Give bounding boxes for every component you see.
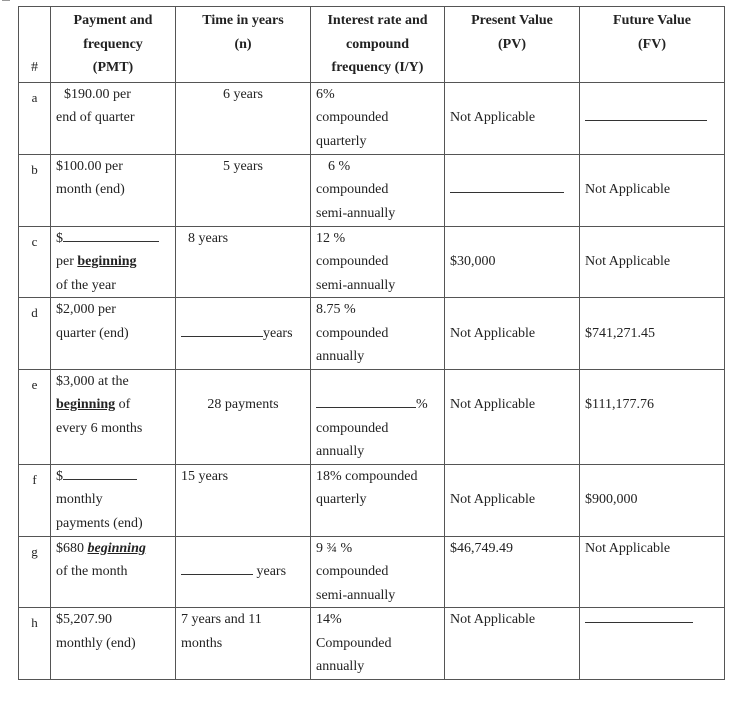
pv-value: Not Applicable bbox=[450, 325, 536, 341]
header-pv bbox=[445, 7, 580, 83]
fv-cell bbox=[580, 608, 725, 680]
pmt-beginning: beginning bbox=[56, 397, 116, 412]
table-row-f bbox=[19, 464, 725, 536]
n-line: 7 years and 11 bbox=[181, 612, 262, 627]
table-row-g bbox=[19, 536, 725, 608]
pmt-prefix: $ bbox=[56, 468, 63, 484]
n-cell bbox=[176, 154, 311, 226]
fv-value: Not Applicable bbox=[585, 540, 671, 556]
pmt-line: payments (end) bbox=[56, 515, 143, 531]
iy-line: compounded bbox=[316, 110, 389, 125]
row-id: c bbox=[19, 226, 51, 298]
pmt-beginning: beginning bbox=[77, 254, 137, 269]
pv-cell bbox=[445, 608, 580, 680]
n-line bbox=[181, 322, 305, 346]
table-row-d bbox=[19, 298, 725, 370]
iy-line bbox=[316, 393, 439, 417]
pmt-blank bbox=[63, 465, 137, 480]
pmt-cell bbox=[51, 154, 176, 226]
row-id: d bbox=[19, 298, 51, 370]
header-fv-line1: Future Value bbox=[613, 13, 691, 28]
fv-cell bbox=[580, 369, 725, 464]
fv-cell bbox=[580, 154, 725, 226]
fv-value: $111,177.76 bbox=[585, 397, 654, 412]
table-row-a bbox=[19, 82, 725, 154]
n-cell bbox=[176, 369, 311, 464]
pmt-of: of bbox=[115, 397, 131, 412]
n-cell bbox=[176, 536, 311, 608]
row-id: b bbox=[19, 154, 51, 226]
n-cell bbox=[176, 298, 311, 370]
header-fv bbox=[580, 7, 725, 83]
pv-value: $46,749.49 bbox=[450, 540, 513, 556]
header-iy bbox=[311, 7, 445, 83]
iy-line: compounded bbox=[316, 325, 389, 341]
iy-suffix: % bbox=[416, 397, 428, 412]
n-value: 6 years bbox=[222, 86, 264, 102]
pv-value: Not Applicable bbox=[450, 612, 536, 627]
iy-line: semi-annually bbox=[316, 587, 396, 603]
pmt-line: $190.00 per bbox=[64, 86, 131, 102]
row-id: h bbox=[19, 608, 51, 680]
iy-line: 14% bbox=[316, 612, 342, 627]
n-cell bbox=[176, 464, 311, 536]
pmt-blank bbox=[63, 227, 159, 242]
n-blank bbox=[181, 560, 253, 575]
pmt-cell bbox=[51, 464, 176, 536]
header-iy-line1: Interest rate and bbox=[327, 13, 428, 28]
fv-cell bbox=[580, 536, 725, 608]
fv-cell bbox=[580, 464, 725, 536]
fv-value: $741,271.45 bbox=[585, 325, 655, 341]
fv-value: Not Applicable bbox=[585, 182, 671, 197]
pmt-amount: $680 bbox=[56, 540, 88, 556]
row-id: f bbox=[19, 464, 51, 536]
table-row-e bbox=[19, 369, 725, 464]
pv-cell bbox=[445, 298, 580, 370]
n-suffix: years bbox=[256, 564, 287, 579]
n-cell bbox=[176, 82, 311, 154]
pmt-line: monthly bbox=[56, 492, 103, 507]
header-row bbox=[19, 7, 725, 83]
pmt-line bbox=[56, 250, 170, 274]
n-value: 8 years bbox=[188, 230, 229, 246]
corner-mark bbox=[2, 0, 10, 1]
header-n-line1: Time in years bbox=[202, 13, 284, 28]
header-iy-line2: compound bbox=[345, 36, 410, 52]
row-id: g bbox=[19, 536, 51, 608]
n-cell bbox=[176, 226, 311, 298]
iy-line: quarterly bbox=[316, 492, 367, 507]
pmt-line bbox=[56, 537, 170, 561]
iy-line: compounded bbox=[316, 254, 389, 269]
iy-line: quarterly bbox=[316, 133, 367, 149]
fv-blank bbox=[585, 608, 693, 623]
iy-line: annually bbox=[316, 349, 365, 364]
pv-cell bbox=[445, 536, 580, 608]
header-pv-line1: Present Value bbox=[471, 13, 553, 28]
row-id: e bbox=[19, 369, 51, 464]
iy-line: 12 % bbox=[316, 230, 346, 246]
n-value: 5 years bbox=[222, 158, 264, 174]
iy-line: 6% bbox=[316, 86, 335, 102]
table-row-h bbox=[19, 608, 725, 680]
pmt-line: quarter (end) bbox=[56, 325, 129, 341]
pmt-line bbox=[56, 465, 170, 489]
fv-value: Not Applicable bbox=[585, 254, 671, 269]
iy-cell bbox=[311, 608, 445, 680]
iy-cell bbox=[311, 369, 445, 464]
header-pmt-line2: frequency bbox=[83, 36, 143, 52]
header-pmt-line3: (PMT) bbox=[92, 60, 134, 75]
pv-cell bbox=[445, 226, 580, 298]
tvm-problems-table bbox=[18, 6, 725, 680]
header-num: # bbox=[19, 7, 51, 83]
pv-cell bbox=[445, 369, 580, 464]
iy-cell bbox=[311, 298, 445, 370]
iy-cell bbox=[311, 226, 445, 298]
iy-line: compounded bbox=[316, 564, 389, 579]
iy-line: Compounded bbox=[316, 635, 392, 651]
fv-blank bbox=[585, 106, 707, 121]
fv-value: $900,000 bbox=[585, 492, 638, 507]
pmt-cell bbox=[51, 369, 176, 464]
pmt-line bbox=[56, 393, 170, 417]
n-suffix: years bbox=[263, 325, 293, 341]
n-cell bbox=[176, 608, 311, 680]
iy-line: 9 ¾ % bbox=[316, 540, 353, 556]
fv-cell bbox=[580, 298, 725, 370]
pmt-line: $3,000 at the bbox=[56, 373, 129, 389]
pmt-cell bbox=[51, 608, 176, 680]
pv-cell bbox=[445, 154, 580, 226]
pmt-line: monthly (end) bbox=[56, 635, 136, 651]
iy-blank bbox=[316, 393, 416, 408]
header-fv-line2: (FV) bbox=[638, 36, 666, 52]
row-id: a bbox=[19, 82, 51, 154]
iy-line: annually bbox=[316, 659, 365, 674]
iy-cell bbox=[311, 536, 445, 608]
iy-line: 18% compounded bbox=[316, 468, 418, 484]
n-line: months bbox=[181, 635, 223, 651]
header-pmt-line1: Payment and bbox=[73, 13, 153, 28]
table-row-b bbox=[19, 154, 725, 226]
pmt-prefix: $ bbox=[56, 230, 63, 246]
pmt-beginning: beginning bbox=[87, 540, 146, 556]
iy-line: semi-annually bbox=[316, 205, 396, 221]
pmt-line: $100.00 per bbox=[56, 158, 123, 174]
pv-value: Not Applicable bbox=[450, 397, 536, 412]
iy-line: semi-annually bbox=[316, 277, 396, 293]
pv-cell bbox=[445, 464, 580, 536]
header-n bbox=[176, 7, 311, 83]
pmt-line: $5,207.90 bbox=[56, 612, 112, 627]
iy-line: compounded bbox=[316, 420, 389, 436]
iy-cell bbox=[311, 464, 445, 536]
iy-cell bbox=[311, 82, 445, 154]
pv-value: Not Applicable bbox=[450, 110, 536, 125]
fv-cell bbox=[580, 82, 725, 154]
pmt-per: per bbox=[56, 254, 78, 269]
pmt-cell bbox=[51, 298, 176, 370]
pmt-line: of the month bbox=[56, 564, 128, 579]
pmt-cell bbox=[51, 536, 176, 608]
header-pmt bbox=[51, 7, 176, 83]
pmt-line bbox=[56, 227, 170, 251]
table-row-c bbox=[19, 226, 725, 298]
pmt-line: month (end) bbox=[56, 182, 125, 197]
iy-cell bbox=[311, 154, 445, 226]
header-iy-line3: frequency (I/Y) bbox=[331, 60, 424, 75]
pv-value: Not Applicable bbox=[450, 492, 536, 507]
pmt-cell bbox=[51, 226, 176, 298]
pmt-line: $2,000 per bbox=[56, 302, 116, 317]
fv-cell bbox=[580, 226, 725, 298]
pmt-cell bbox=[51, 82, 176, 154]
header-pv-line2: (PV) bbox=[498, 36, 526, 52]
pmt-line: end of quarter bbox=[56, 110, 135, 125]
pv-blank bbox=[450, 178, 564, 193]
iy-line: compounded bbox=[316, 182, 389, 197]
pv-value: $30,000 bbox=[450, 254, 496, 269]
pv-cell bbox=[445, 82, 580, 154]
n-blank bbox=[181, 322, 263, 337]
pmt-line: every 6 months bbox=[56, 420, 143, 436]
n-value: 15 years bbox=[181, 468, 229, 484]
n-line bbox=[181, 560, 305, 584]
iy-line: annually bbox=[316, 444, 365, 459]
header-n-line2: (n) bbox=[234, 36, 252, 52]
pmt-line: of the year bbox=[56, 277, 116, 293]
n-value: 28 payments bbox=[207, 397, 279, 412]
iy-line: 6 % bbox=[328, 158, 351, 174]
iy-line: 8.75 % bbox=[316, 302, 356, 317]
